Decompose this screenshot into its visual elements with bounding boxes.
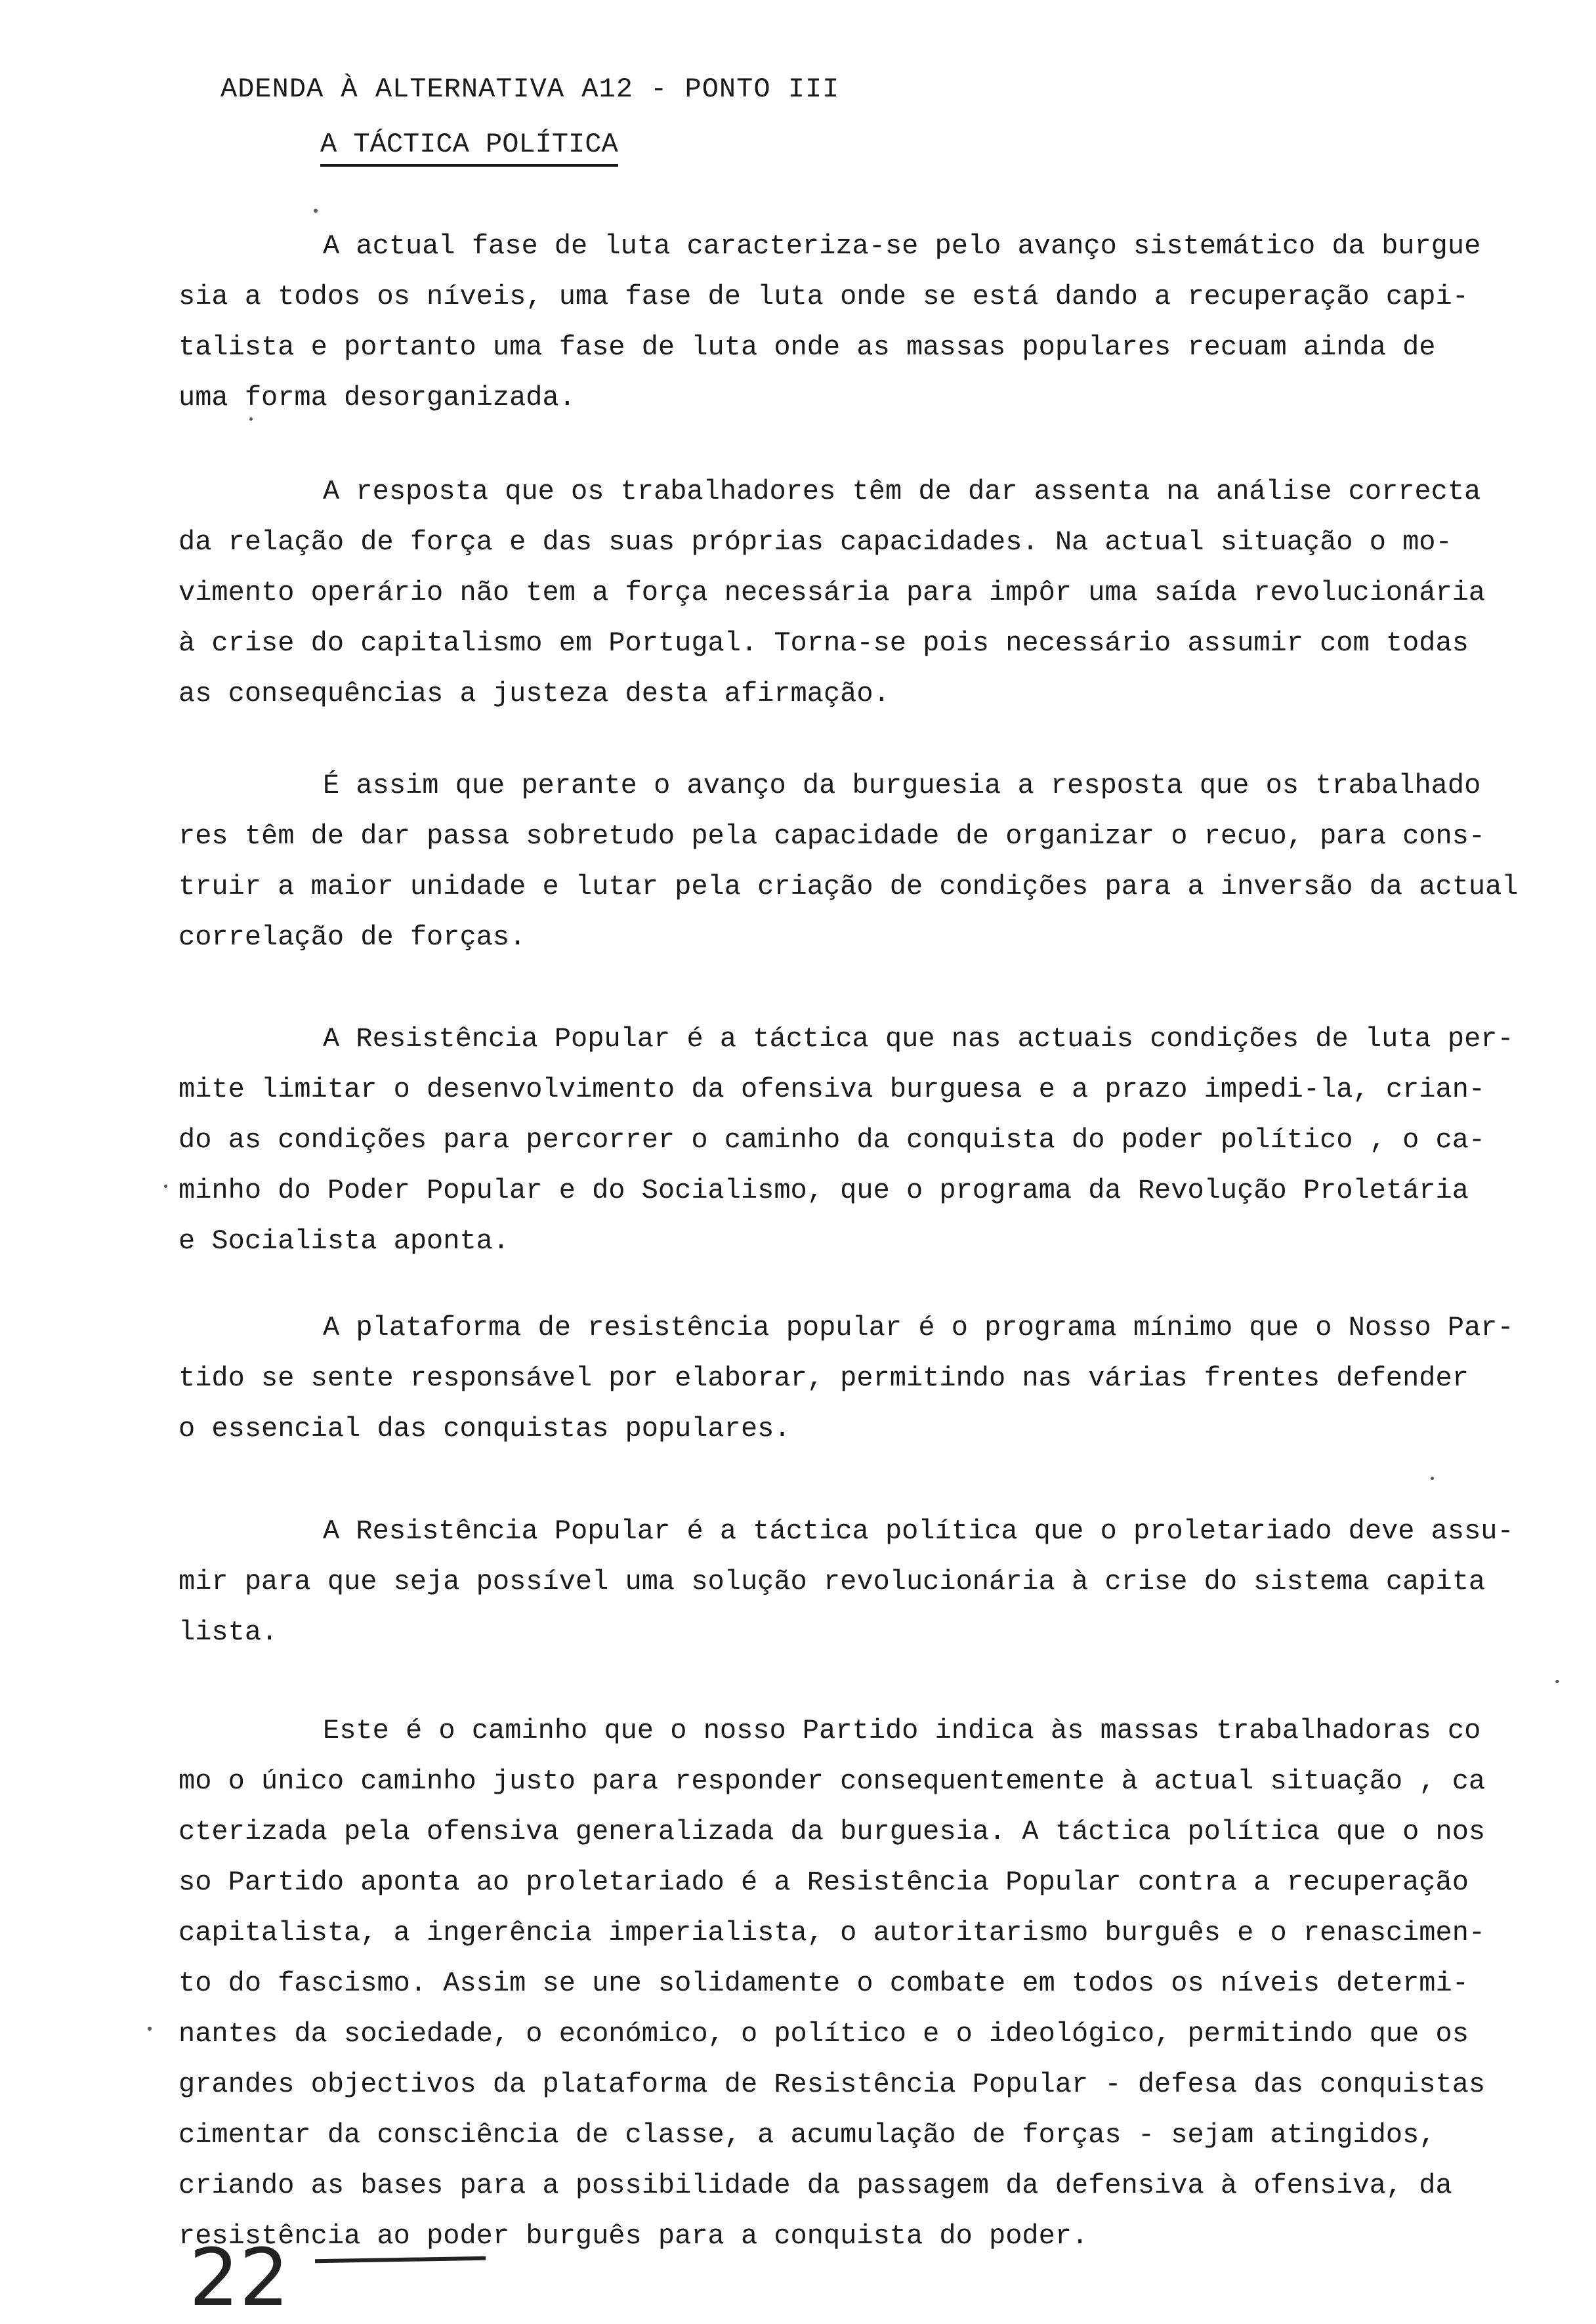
scan-speck bbox=[314, 209, 318, 213]
scan-speck bbox=[164, 1185, 167, 1188]
text-line: lista. bbox=[178, 1616, 278, 1648]
text-line: e Socialista aponta. bbox=[178, 1225, 510, 1257]
text-line: A actual fase de luta caracteriza-se pelo avanço sistemático da burgue bbox=[323, 230, 1481, 262]
text-line: A resposta que os trabalhadores têm de dar assenta na análise correcta bbox=[323, 476, 1481, 507]
text-line: É assim que perante o avanço da burguesia a resposta que os trabalhado bbox=[323, 770, 1481, 801]
text-line: A Resistência Popular é a táctica que nas actuais condições de luta per- bbox=[323, 1023, 1514, 1055]
text-line: capitalista, a ingerência imperialista, o autoritarismo burguês e o renascimen- bbox=[178, 1917, 1486, 1949]
text-line: mo o único caminho justo para responder consequentemente à actual situação , ca bbox=[178, 1765, 1486, 1797]
text-line: à crise do capitalismo em Portugal. Torna-se pois necessário assumir com todas bbox=[178, 627, 1469, 659]
paragraph-6 bbox=[178, 1506, 1517, 1658]
paragraph-3 bbox=[178, 761, 1517, 963]
text-line: minho do Poder Popular e do Socialismo, que o programa da Revolução Proletária bbox=[178, 1175, 1469, 1206]
text-line: sia a todos os níveis, uma fase de luta onde se está dando a recuperação capi- bbox=[178, 281, 1469, 312]
paragraph-2 bbox=[178, 467, 1517, 719]
text-line: vimento operário não tem a força necessária para impôr uma saída revolucionária bbox=[178, 577, 1486, 608]
text-line: to do fascismo. Assim se une solidamente o combate em todos os níveis determi- bbox=[178, 1968, 1469, 1999]
text-line: criando as bases para a possibilidade da passagem da defensiva à ofensiva, da bbox=[178, 2170, 1452, 2201]
text-line: nantes da sociedade, o económico, o político e o ideológico, permitindo que os bbox=[178, 2018, 1469, 2050]
scan-speck bbox=[249, 417, 253, 421]
text-line: correlação de forças. bbox=[178, 921, 526, 953]
scan-speck bbox=[1431, 1477, 1434, 1480]
document-header: ADENDA À ALTERNATIVA A12 - PONTO III bbox=[220, 74, 840, 105]
text-line: resistência ao poder burguês para a conquista do poder. bbox=[178, 2220, 1089, 2252]
paragraph-1 bbox=[178, 221, 1517, 423]
paragraph-4 bbox=[178, 1014, 1517, 1267]
page-number: 22 bbox=[189, 2233, 289, 2324]
text-line: A Resistência Popular é a táctica política que o proletariado deve assu- bbox=[323, 1515, 1514, 1547]
text-line: cterizada pela ofensiva generalizada da burguesia. A táctica política que o nos bbox=[178, 1816, 1486, 1848]
text-line: da relação de força e das suas próprias capacidades. Na actual situação o mo- bbox=[178, 526, 1452, 558]
text-line: res têm de dar passa sobretudo pela capacidade de organizar o recuo, para cons- bbox=[178, 820, 1486, 852]
text-line: A plataforma de resistência popular é o programa mínimo que o Nosso Par- bbox=[323, 1312, 1514, 1343]
text-line: mir para que seja possível uma solução revolucionária à crise do sistema capita bbox=[178, 1566, 1486, 1597]
paragraph-5 bbox=[178, 1303, 1517, 1454]
text-line: tido se sente responsável por elaborar, permitindo nas várias frentes defender bbox=[178, 1363, 1469, 1394]
text-line: do as condições para percorrer o caminho da conquista do poder político , o ca- bbox=[178, 1124, 1486, 1156]
text-line: o essencial das conquistas populares. bbox=[178, 1413, 791, 1445]
document-title: A TÁCTICA POLÍTICA bbox=[320, 129, 618, 167]
text-line: cimentar da consciência de classe, a acumulação de forças - sejam atingidos, bbox=[178, 2119, 1436, 2151]
text-line: truir a maior unidade e lutar pela criação de condições para a inversão da actual bbox=[178, 871, 1519, 902]
paragraph-7 bbox=[178, 1706, 1517, 2262]
text-line: uma forma desorganizada. bbox=[178, 382, 576, 413]
text-line: as consequências a justeza desta afirmação. bbox=[178, 678, 890, 709]
text-line: Este é o caminho que o nosso Partido indica às massas trabalhadoras co bbox=[323, 1715, 1481, 1746]
text-line: grandes objectivos da plataforma de Resistência Popular - defesa das conquistas bbox=[178, 2069, 1486, 2100]
text-line: so Partido aponta ao proletariado é a Resistência Popular contra a recuperação bbox=[178, 1867, 1469, 1898]
text-line: talista e portanto uma fase de luta onde as massas populares recuam ainda de bbox=[178, 331, 1436, 363]
scan-speck bbox=[148, 2027, 152, 2031]
text-line: mite limitar o desenvolvimento da ofensiva burguesa e a prazo impedi-la, crian- bbox=[178, 1074, 1486, 1105]
scan-speck bbox=[1555, 1680, 1559, 1683]
